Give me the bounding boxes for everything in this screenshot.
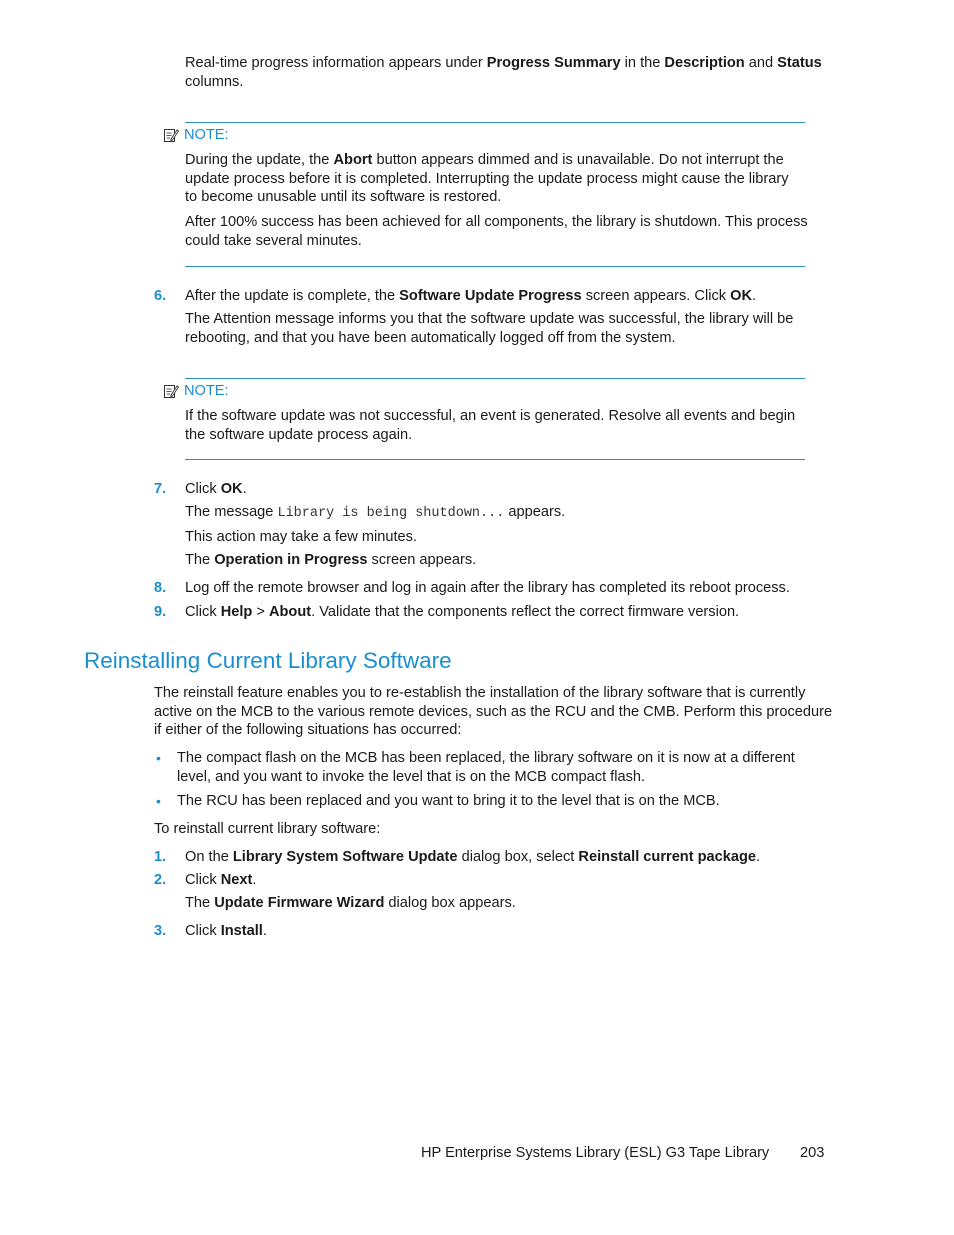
procedure-lead: To reinstall current library software:	[154, 821, 381, 837]
proc-step-2-detail: The Update Firmware Wizard dialog box appears.	[185, 895, 516, 911]
note-1-line-1: During the update, the Abort button appears dimmed and is unavailable. Do not interrupt the	[185, 152, 784, 168]
shutdown-message-code: Library is being shutdown...	[277, 506, 505, 521]
note-1-top-rule	[185, 122, 805, 123]
note-1-label: NOTE:	[184, 127, 229, 143]
bullet-marker: •	[156, 750, 161, 766]
note-1-body-2	[185, 213, 825, 250]
step-6-detail	[185, 310, 835, 347]
section-heading: Reinstalling Current Library Software	[84, 648, 452, 673]
step-6-line-1: After the update is complete, the Software Update Progress screen appears. Click OK.	[185, 288, 757, 304]
section-intro: The reinstall feature enables you to re-establish the installation of the library software that is currently active on the MCB to the various remote devices, such as the RCU and the CMB. Perform this procedure if either of the following situations has occurred:	[154, 685, 833, 738]
step-7-operation: The Operation in Progress screen appears.	[185, 552, 477, 568]
proc-step-1: On the Library System Software Update dialog box, select Reinstall current package.	[185, 849, 761, 865]
note-1-body	[185, 151, 825, 207]
proc-step-2: Click Next.	[185, 872, 257, 888]
bullet-marker: •	[156, 793, 161, 809]
intro-paragraph	[185, 54, 835, 91]
note-2-bottom-rule	[185, 459, 805, 460]
step-7-action: This action may take a few minutes.	[185, 529, 417, 545]
step-7	[185, 480, 835, 499]
proc-step-2-number: 2.	[154, 872, 167, 888]
step-9-number: 9.	[154, 604, 167, 620]
step-6	[185, 287, 835, 306]
proc-step-3: Click Install.	[185, 923, 267, 939]
note-2-line-2: the software update process again.	[185, 426, 413, 443]
proc-step-1-number: 1.	[154, 849, 167, 865]
intro-line-1: Real-time progress information appears under Progress Summary in the Description and Status	[185, 55, 822, 71]
note-1-bottom-rule	[185, 266, 805, 267]
note-1-line-3: to become unusable until its software is restored.	[185, 189, 502, 205]
note-pencil-icon	[163, 127, 179, 143]
step-8: Log off the remote browser and log in again after the library has completed its reboot process.	[185, 580, 790, 596]
note-2-label: NOTE:	[184, 383, 229, 399]
note-2-body	[185, 407, 825, 444]
step-6-line-2: The Attention message informs you that the software update was successful, the library will be	[185, 311, 794, 327]
note-1-line-2: update process before it is completed. Interrupting the update process might cause the library	[185, 170, 789, 187]
note-pencil-icon	[163, 383, 179, 399]
note-2-header	[163, 382, 229, 401]
page-number: 203	[800, 1145, 825, 1161]
step-8-number: 8.	[154, 580, 167, 596]
step-6-line-3: rebooting, and that you have been automatically logged off from the system.	[185, 329, 676, 346]
step-9: Click Help > About. Validate that the components reflect the correct firmware version.	[185, 604, 740, 620]
intro-line-2: columns.	[185, 73, 244, 90]
bullet-item: The compact flash on the MCB has been replaced, the library software on it is now at a different level, and you want to invoke the level that is on the MCB compact flash.	[177, 750, 795, 785]
bullet-item: The RCU has been replaced and you want to bring it to the level that is on the MCB.	[177, 793, 720, 809]
step-7-message: The message Library is being shutdown... appears.	[185, 504, 566, 521]
note-1-line-5: could take several minutes.	[185, 232, 362, 249]
step-7-number: 7.	[154, 481, 167, 497]
note-2-top-rule	[185, 378, 805, 379]
footer-title: HP Enterprise Systems Library (ESL) G3 Tape Library	[421, 1145, 770, 1161]
step-6-number: 6.	[154, 288, 167, 304]
note-1-header	[163, 126, 229, 145]
proc-step-3-number: 3.	[154, 923, 167, 939]
note-1-line-4: After 100% success has been achieved for all components, the library is shutdown. This process	[185, 214, 808, 230]
step-7-line-1: Click OK.	[185, 481, 247, 497]
note-2-line-1: If the software update was not successful, an event is generated. Resolve all events and begin	[185, 408, 796, 424]
